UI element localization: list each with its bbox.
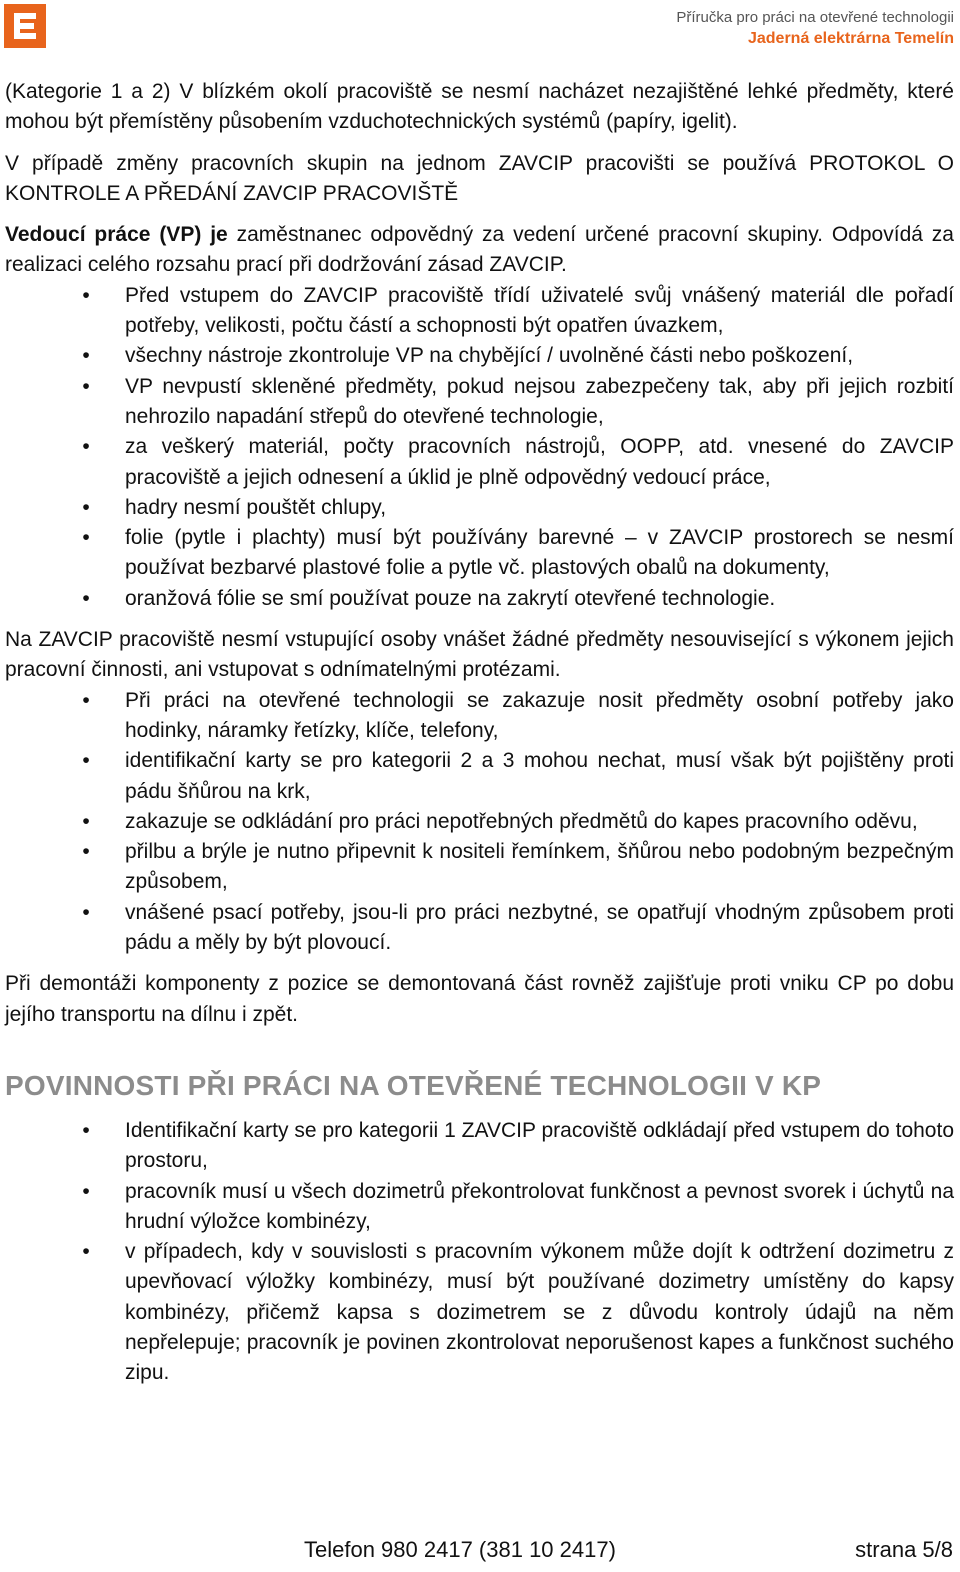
bullet-icon: • <box>82 1179 90 1203</box>
list-item <box>82 898 954 959</box>
list-item-text: přilbu a brýle je nutno připevnit k nositeli řemínkem, šňůrou nebo podobným bezpečným způsobem, <box>125 840 954 894</box>
cez-logo-icon <box>4 4 46 48</box>
bullet-icon: • <box>82 344 90 368</box>
list-item <box>82 341 954 371</box>
list-item-text: všechny nástroje zkontroluje VP na chybějící / uvolněné části nebo poškození, <box>125 344 854 368</box>
bullet-icon: • <box>82 749 90 773</box>
bullet-icon: • <box>82 495 90 519</box>
bullet-icon: • <box>82 688 90 712</box>
list-item <box>82 686 954 747</box>
list-item-text: zakazuje se odkládání pro práci nepotřebných předmětů do kapes pracovního oděvu, <box>125 809 918 833</box>
footer-phone: Telefon 980 2417 (381 10 2417) <box>304 1537 616 1562</box>
paragraph-light-objects: (Kategorie 1 a 2) V blízkém okolí pracoviště se nesmí nacházet nezajištěné lehké předměty, které mohou být přemístěny působením vzduchotechnických systémů (papíry, igelit). <box>5 80 954 134</box>
list-item <box>82 432 954 493</box>
list-item-text: identifikační karty se pro kategorii 2 a 3 mohou nechat, musí však být pojištěny proti pádu šňůrou na krk, <box>125 749 954 803</box>
list-item <box>82 1177 954 1238</box>
document-body <box>5 77 954 1389</box>
list-item <box>82 372 954 433</box>
bullet-icon: • <box>82 374 90 398</box>
list-kp-duties <box>5 1116 954 1389</box>
paragraph-entry-rules: Na ZAVCIP pracoviště nesmí vstupující osoby vnášet žádné předměty nesouvisející s výkonem jejich pracovní činnosti, ani vstupovat s odnímatelnými protézami. <box>5 628 954 682</box>
list-item <box>82 1237 954 1388</box>
bullet-icon: • <box>82 435 90 459</box>
list-item <box>82 584 954 614</box>
list-item <box>82 746 954 807</box>
bullet-icon: • <box>82 526 90 550</box>
list-item <box>82 807 954 837</box>
section-heading: POVINNOSTI PŘI PRÁCI NA OTEVŘENÉ TECHNOLOGII V KP <box>5 1069 822 1101</box>
paragraph-dismantling: Při demontáži komponenty z pozice se demontovaná část rovněž zajišťuje proti vniku CP po dobu jejího transportu na dílnu i zpět. <box>5 972 954 1026</box>
bullet-icon: • <box>82 1118 90 1142</box>
list-item-text: Identifikační karty se pro kategorii 1 ZAVCIP pracoviště odkládají před vstupem do tohoto prostoru, <box>125 1118 954 1173</box>
list-item-text: Před vstupem do ZAVCIP pracoviště třídí uživatelé svůj vnášený materiál dle pořadí potřeby, velikosti, počtu částí a schopnosti být opatřen úvazkem, <box>125 283 954 338</box>
definition-vedouci-prace: zaměstnanec odpovědný za vedení určené pracovní skupiny. Odpovídá za realizaci celého rozsahu prací při dodržování zásad ZAVCIP. <box>5 223 954 277</box>
header-subtitle: Příručka pro práci na otevřené technologii <box>676 9 954 26</box>
header-title: Jaderná elektrárna Temelín <box>747 30 954 47</box>
list-item <box>82 493 954 523</box>
list-item-text: vnášené psací potřeby, jsou-li pro práci nezbytné, se opatřují vhodným způsobem proti pádu a měly by být plovoucí. <box>125 900 954 955</box>
bullet-icon: • <box>82 283 90 307</box>
bullet-icon: • <box>82 809 90 833</box>
list-item <box>82 837 954 898</box>
list-vp-duties <box>5 281 954 614</box>
list-item <box>82 523 954 584</box>
list-item-text: za veškerý materiál, počty pracovních nástrojů, OOPP, atd. vnesené do ZAVCIP pracoviště a jejich odnesení a úklid je plně odpovědný vedoucí práce, <box>125 435 954 489</box>
footer-page-number: strana 5/8 <box>855 1537 953 1562</box>
list-item-text: hadry nesmí pouštět chlupy, <box>125 495 387 519</box>
bullet-icon: • <box>82 900 90 924</box>
term-vedouci-prace: Vedoucí práce (VP) je <box>5 223 228 247</box>
paragraph-vedouci-prace <box>5 220 954 281</box>
list-personal-items <box>5 686 954 959</box>
bullet-icon: • <box>82 1240 90 1264</box>
list-item-text: pracovník musí u všech dozimetrů překontrolovat funkčnost a pevnost svorek i úchytů na hrudní výložce kombinézy, <box>125 1179 954 1233</box>
list-item-text: v případech, kdy v souvislosti s pracovním výkonem může dojít k odtržení dozimetru z upevňovací výložky kombinézy, musí být používané dozimetry umístěny do kapsy kombinézy, přičemž kapsa s dozimetrem se z důvodu kontroly údajů na něm nepřelepuje; pracovník je povinen zkontrolovat neporušenost kapes a funkčnost suchého zipu. <box>125 1240 954 1385</box>
list-item-text: VP nevpustí skleněné předměty, pokud nejsou zabezpečeny tak, aby při jejich rozbití nehrozilo napadání střepů do otevřené technologie, <box>125 374 954 428</box>
paragraph-protocol: V případě změny pracovních skupin na jednom ZAVCIP pracovišti se používá PROTOKOL O KONTROLE A PŘEDÁNÍ ZAVCIP PRACOVIŠTĚ <box>5 151 954 205</box>
list-item-text: folie (pytle i plachty) musí být používány barevné – v ZAVCIP prostorech se nesmí používat bezbarvé plastové folie a pytle vč. plastových obalů na dokumenty, <box>125 526 954 580</box>
list-item <box>82 281 954 342</box>
bullet-icon: • <box>82 840 90 864</box>
list-item-text: oranžová fólie se smí používat pouze na zakrytí otevřené technologie. <box>125 586 776 610</box>
list-item <box>82 1116 954 1177</box>
bullet-icon: • <box>82 586 90 610</box>
list-item-text: Při práci na otevřené technologii se zakazuje nosit předměty osobní potřeby jako hodinky, náramky řetízky, klíče, telefony, <box>125 688 954 742</box>
